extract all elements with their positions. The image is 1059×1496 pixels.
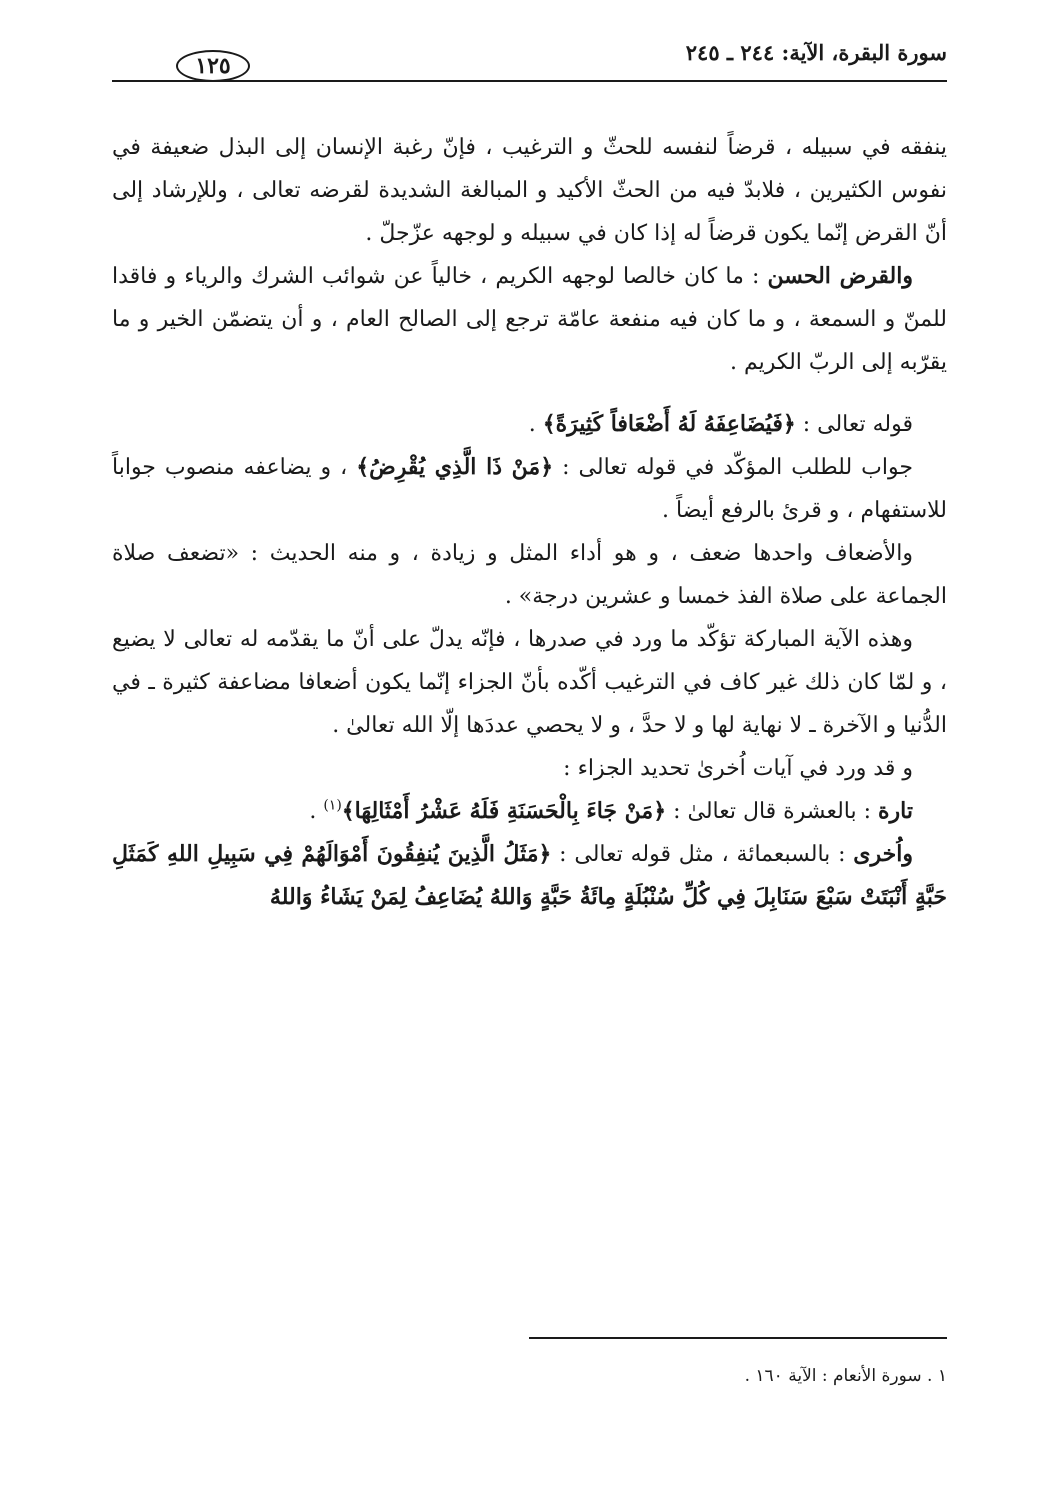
verse-heading-end: .	[528, 412, 543, 437]
quran-quote: ﴿فَيُضَاعِفَهُ لَهُ أَضْعَافاً كَثِيرَةً﴾	[542, 411, 796, 437]
term-tara: تارة	[878, 798, 913, 824]
paragraph-6: وهذه الآية المباركة تؤكّد ما ورد في صدرها ، فإنّه يدلّ على أنّ ما يقدّمه له تعالى لا يضيع ، و لمّا كان ذلك غير كاف في الترغيب أكّده بأنّ الجزاء إنّما يكون أضعافا مضاعفة كثيرة ـ في الدُّنيا و الآخرة ـ لا نهاية لها و لا حدَّ ، و لا يحصي عددَها إلّا الله تعالىٰ .	[112, 627, 947, 738]
main-text	[112, 126, 947, 919]
paragraph-9	[112, 833, 947, 919]
verse-heading	[112, 403, 947, 446]
footnote-ref: (١)	[323, 797, 342, 814]
paragraph-4-text: ، و يضاعفه منصوب جواباً للاستفهام ، و قرئ بالرفع أيضاً .	[112, 455, 947, 523]
footnote-rule	[529, 1337, 947, 1339]
paragraph-8	[112, 790, 947, 833]
term-ukhra: واُخرى	[853, 841, 913, 867]
paragraph-4-intro: جواب للطلب المؤكّد في قوله تعالى :	[553, 455, 913, 480]
paragraph-2-text: : ما كان خالصا لوجهه الكريم ، خالياً عن شوائب الشرك والرياء و فاقدا للمنّ و السمعة ، و ما كان فيه منفعة عامّة ترجع إلى الصالح العام ، و أن يتضمّن الخير و ما يقرّبه إلى الربّ الكريم .	[112, 264, 947, 375]
paragraph-9-intro: : بالسبعمائة ، مثل قوله تعالى :	[551, 842, 854, 867]
running-head: سورة البقرة، الآية: ٢٤٤ ـ ٢٤٥	[685, 40, 947, 65]
header-rule	[112, 80, 947, 82]
page-number-badge: ١٢٥	[176, 50, 250, 82]
paragraph-8-intro: : بالعشرة قال تعالىٰ :	[666, 799, 879, 824]
verse-heading-intro: قوله تعالى :	[795, 412, 913, 437]
footnote-1: ١ . سورة الأنعام : الآية ١٦٠ .	[744, 1366, 947, 1386]
quran-quote: ﴿مَثَلُ الَّذِينَ يُنفِقُونَ أَمْوَالَهُمْ فِي سَبِيلِ اللهِ كَمَثَلِ حَبَّةٍ أَنْبَتَتْ سَبْعَ سَنَابِلَ فِي كُلِّ سُنْبُلَةٍ مِائَةُ حَبَّةٍ وَاللهُ يُضَاعِفُ لِمَنْ يَشَاءُ وَاللهُ	[112, 841, 947, 910]
quran-quote: ﴿مَنْ جَاءَ بِالْحَسَنَةِ فَلَهُ عَشْرُ أَمْثَالِهَا﴾	[341, 798, 667, 824]
paragraph-2	[112, 255, 947, 384]
term-qard-hasan: والقرض الحسن	[767, 263, 913, 289]
paragraph-8-end: .	[309, 799, 324, 824]
quran-quote: ﴿مَنْ ذَا الَّذِي يُقْرِضُ﴾	[356, 454, 554, 480]
paragraph-7: و قد ورد في آيات اُخرىٰ تحديد الجزاء :	[563, 756, 913, 781]
paragraph-1: ينفقه في سبيله ، قرضاً لنفسه للحثّ و الترغيب ، فإنّ رغبة الإنسان إلى البذل ضعيفة في نفوس الكثيرين ، فلابدّ فيه من الحثّ الأكيد و المبالغة الشديدة لقرضه تعالى ، وللإرشاد إلى أنّ القرض إنّما يكون قرضاً له إذا كان في سبيله و لوجهه عزّجلّ .	[112, 135, 947, 246]
paragraph-5: والأضعاف واحدها ضعف ، و هو أداء المثل و زيادة ، و منه الحديث : «تضعف صلاة الجماعة على صلاة الفذ خمسا و عشرين درجة» .	[112, 541, 947, 609]
paragraph-4	[112, 446, 947, 532]
